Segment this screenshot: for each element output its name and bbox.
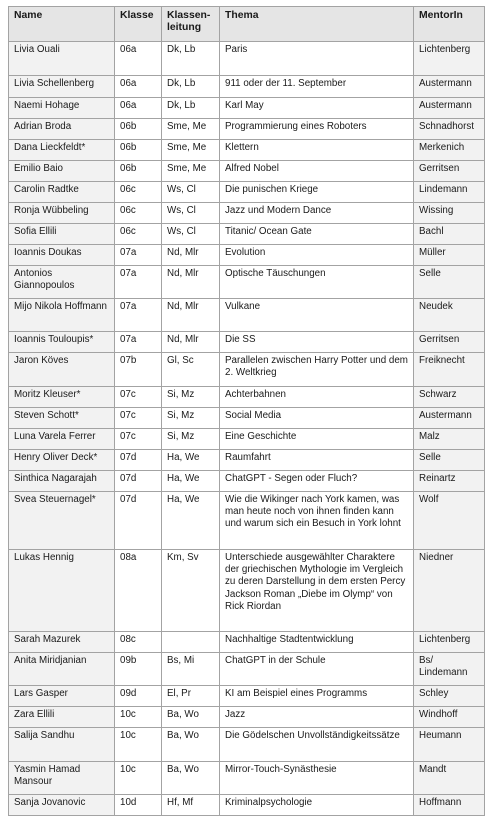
cell-name: Zara Ellili — [9, 707, 115, 728]
cell-klasse: 06a — [115, 98, 162, 119]
cell-mentorin: Gerritsen — [414, 332, 485, 353]
cell-klassenleitung: Nd, Mlr — [162, 332, 220, 353]
cell-klasse: 08c — [115, 632, 162, 653]
cell-thema: Evolution — [220, 245, 414, 266]
cell-mentorin: Hoffmann — [414, 795, 485, 816]
cell-klassenleitung: Ha, We — [162, 471, 220, 492]
cell-thema: Jazz — [220, 707, 414, 728]
cell-klassenleitung: Ba, Wo — [162, 728, 220, 762]
cell-thema: Die punischen Kriege — [220, 182, 414, 203]
cell-klasse: 06b — [115, 161, 162, 182]
table-row — [9, 387, 485, 408]
cell-name: Svea Steuernagel* — [9, 492, 115, 550]
cell-name: Carolin Radtke — [9, 182, 115, 203]
cell-klassenleitung: Ha, We — [162, 450, 220, 471]
table-row — [9, 332, 485, 353]
cell-mentorin: Windhoff — [414, 707, 485, 728]
table-row — [9, 728, 485, 762]
cell-thema: 911 oder der 11. September — [220, 76, 414, 98]
cell-thema: Raumfahrt — [220, 450, 414, 471]
cell-klasse: 07a — [115, 299, 162, 332]
table-row — [9, 161, 485, 182]
cell-mentorin: Müller — [414, 245, 485, 266]
cell-klasse: 07a — [115, 266, 162, 299]
cell-name: Sanja Jovanovic — [9, 795, 115, 816]
cell-name: Ioannis Touloupis* — [9, 332, 115, 353]
cell-name: Yasmin Hamad Mansour — [9, 762, 115, 795]
cell-klassenleitung: Dk, Lb — [162, 42, 220, 76]
cell-name: Jaron Köves — [9, 353, 115, 387]
table-body — [9, 42, 485, 816]
cell-thema: Parallelen zwischen Harry Potter und dem 2. Weltkrieg — [220, 353, 414, 387]
cell-klassenleitung: Dk, Lb — [162, 76, 220, 98]
cell-klassenleitung: Nd, Mlr — [162, 266, 220, 299]
cell-klassenleitung: Si, Mz — [162, 429, 220, 450]
table-row — [9, 140, 485, 161]
table-row — [9, 429, 485, 450]
cell-klasse: 06b — [115, 119, 162, 140]
cell-mentorin: Austermann — [414, 98, 485, 119]
cell-thema: Eine Geschichte — [220, 429, 414, 450]
cell-mentorin: Austermann — [414, 76, 485, 98]
table-row — [9, 450, 485, 471]
table-row — [9, 266, 485, 299]
cell-mentorin: Wolf — [414, 492, 485, 550]
cell-thema: Mirror-Touch-Synästhesie — [220, 762, 414, 795]
cell-klassenleitung: Si, Mz — [162, 408, 220, 429]
cell-klasse: 07a — [115, 332, 162, 353]
cell-klassenleitung: Sme, Me — [162, 161, 220, 182]
table-row — [9, 632, 485, 653]
cell-thema: Unterschiede ausgewählter Charaktere der griechischen Mythologie im Vergleich zu deren Darstellung in dem ersten Percy Jackson Roman „Diebe im Olymp“ von Rick Riordan — [220, 550, 414, 632]
cell-klasse: 10c — [115, 762, 162, 795]
mentoring-table — [8, 6, 485, 816]
cell-thema: Kriminalpsychologie — [220, 795, 414, 816]
header-thema: Thema — [220, 7, 414, 42]
cell-name: Antonios Giannopoulos — [9, 266, 115, 299]
cell-klasse: 07c — [115, 387, 162, 408]
table-row — [9, 707, 485, 728]
cell-name: Sinthica Nagarajah — [9, 471, 115, 492]
cell-thema: KI am Beispiel eines Programms — [220, 686, 414, 707]
cell-name: Anita Miridjanian — [9, 653, 115, 686]
cell-name: Moritz Kleuser* — [9, 387, 115, 408]
cell-mentorin: Selle — [414, 450, 485, 471]
cell-thema: Karl May — [220, 98, 414, 119]
table-row — [9, 686, 485, 707]
cell-thema: Achterbahnen — [220, 387, 414, 408]
header-mentorin: MentorIn — [414, 7, 485, 42]
cell-mentorin: Mandt — [414, 762, 485, 795]
table-row — [9, 762, 485, 795]
table-row — [9, 224, 485, 245]
cell-klasse: 07d — [115, 450, 162, 471]
cell-klassenleitung: Hf, Mf — [162, 795, 220, 816]
cell-klasse: 10d — [115, 795, 162, 816]
cell-name: Ioannis Doukas — [9, 245, 115, 266]
cell-mentorin: Wissing — [414, 203, 485, 224]
cell-mentorin: Austermann — [414, 408, 485, 429]
cell-thema: Wie die Wikinger nach York kamen, was man heute noch von ihnen finden kann und warum sich ein Besuch in York lohnt — [220, 492, 414, 550]
cell-klassenleitung: Sme, Me — [162, 119, 220, 140]
cell-thema: ChatGPT - Segen oder Fluch? — [220, 471, 414, 492]
cell-klasse: 07c — [115, 429, 162, 450]
table-row — [9, 119, 485, 140]
cell-klassenleitung: El, Pr — [162, 686, 220, 707]
cell-thema: Nachhaltige Stadtentwicklung — [220, 632, 414, 653]
cell-mentorin: Selle — [414, 266, 485, 299]
cell-mentorin: Merkenich — [414, 140, 485, 161]
cell-name: Henry Oliver Deck* — [9, 450, 115, 471]
table-row — [9, 245, 485, 266]
cell-klasse: 07b — [115, 353, 162, 387]
cell-thema: Die Gödelschen Unvollständigkeitssätze — [220, 728, 414, 762]
cell-thema: ChatGPT in der Schule — [220, 653, 414, 686]
cell-name: Livia Ouali — [9, 42, 115, 76]
cell-mentorin: Lichtenberg — [414, 42, 485, 76]
header-name: Name — [9, 7, 115, 42]
cell-name: Mijo Nikola Hoffmann — [9, 299, 115, 332]
cell-mentorin: Malz — [414, 429, 485, 450]
cell-mentorin: Niedner — [414, 550, 485, 632]
table-row — [9, 42, 485, 76]
cell-klasse: 09b — [115, 653, 162, 686]
cell-thema: Klettern — [220, 140, 414, 161]
cell-thema: Programmierung eines Roboters — [220, 119, 414, 140]
cell-thema: Die SS — [220, 332, 414, 353]
table-row — [9, 550, 485, 632]
cell-klasse: 06c — [115, 182, 162, 203]
cell-klasse: 07a — [115, 245, 162, 266]
cell-mentorin: Bachl — [414, 224, 485, 245]
cell-klassenleitung: Nd, Mlr — [162, 299, 220, 332]
cell-thema: Titanic/ Ocean Gate — [220, 224, 414, 245]
table-row — [9, 203, 485, 224]
cell-mentorin: Lichtenberg — [414, 632, 485, 653]
table-row — [9, 408, 485, 429]
table-row — [9, 299, 485, 332]
cell-name: Naemi Hohage — [9, 98, 115, 119]
cell-klassenleitung: Km, Sv — [162, 550, 220, 632]
cell-mentorin: Gerritsen — [414, 161, 485, 182]
cell-klasse: 06b — [115, 140, 162, 161]
cell-mentorin: Schnadhorst — [414, 119, 485, 140]
cell-thema: Social Media — [220, 408, 414, 429]
header-klasse: Klasse — [115, 7, 162, 42]
cell-name: Lars Gasper — [9, 686, 115, 707]
cell-klassenleitung: Ws, Cl — [162, 182, 220, 203]
cell-klasse: 08a — [115, 550, 162, 632]
table-row — [9, 98, 485, 119]
table-row — [9, 182, 485, 203]
cell-mentorin: Heumann — [414, 728, 485, 762]
cell-thema: Alfred Nobel — [220, 161, 414, 182]
cell-name: Ronja Wübbeling — [9, 203, 115, 224]
cell-mentorin: Schley — [414, 686, 485, 707]
table-row — [9, 76, 485, 98]
cell-name: Adrian Broda — [9, 119, 115, 140]
cell-thema: Paris — [220, 42, 414, 76]
cell-klassenleitung: Ba, Wo — [162, 762, 220, 795]
cell-klasse: 09d — [115, 686, 162, 707]
cell-klassenleitung: Ws, Cl — [162, 203, 220, 224]
cell-name: Emilio Baio — [9, 161, 115, 182]
cell-name: Luna Varela Ferrer — [9, 429, 115, 450]
cell-mentorin: Lindemann — [414, 182, 485, 203]
cell-klassenleitung: Si, Mz — [162, 387, 220, 408]
header-klassenleitung: Klassen-leitung — [162, 7, 220, 42]
header-row — [9, 7, 485, 42]
cell-name: Lukas Hennig — [9, 550, 115, 632]
cell-klasse: 10c — [115, 728, 162, 762]
table-header — [9, 7, 485, 42]
cell-klassenleitung: Ba, Wo — [162, 707, 220, 728]
cell-mentorin: Neudek — [414, 299, 485, 332]
cell-klasse: 07c — [115, 408, 162, 429]
cell-name: Sofia Ellili — [9, 224, 115, 245]
cell-mentorin: Schwarz — [414, 387, 485, 408]
cell-klassenleitung — [162, 632, 220, 653]
cell-thema: Optische Täuschungen — [220, 266, 414, 299]
cell-klasse: 06c — [115, 203, 162, 224]
cell-mentorin: Reinartz — [414, 471, 485, 492]
table-row — [9, 353, 485, 387]
cell-klassenleitung: Ws, Cl — [162, 224, 220, 245]
table-row — [9, 653, 485, 686]
cell-klasse: 06a — [115, 42, 162, 76]
cell-thema: Vulkane — [220, 299, 414, 332]
table-row — [9, 492, 485, 550]
cell-name: Salija Sandhu — [9, 728, 115, 762]
cell-klassenleitung: Nd, Mlr — [162, 245, 220, 266]
cell-mentorin: Bs/ Lindemann — [414, 653, 485, 686]
cell-klassenleitung: Ha, We — [162, 492, 220, 550]
cell-name: Livia Schellenberg — [9, 76, 115, 98]
cell-klasse: 06c — [115, 224, 162, 245]
cell-name: Sarah Mazurek — [9, 632, 115, 653]
cell-klasse: 07d — [115, 471, 162, 492]
cell-klassenleitung: Gl, Sc — [162, 353, 220, 387]
cell-klassenleitung: Dk, Lb — [162, 98, 220, 119]
cell-name: Dana Lieckfeldt* — [9, 140, 115, 161]
cell-mentorin: Freiknecht — [414, 353, 485, 387]
cell-klasse: 06a — [115, 76, 162, 98]
table-row — [9, 471, 485, 492]
cell-klassenleitung: Bs, Mi — [162, 653, 220, 686]
cell-klassenleitung: Sme, Me — [162, 140, 220, 161]
cell-klasse: 07d — [115, 492, 162, 550]
table-row — [9, 795, 485, 816]
cell-klasse: 10c — [115, 707, 162, 728]
cell-thema: Jazz und Modern Dance — [220, 203, 414, 224]
cell-name: Steven Schott* — [9, 408, 115, 429]
